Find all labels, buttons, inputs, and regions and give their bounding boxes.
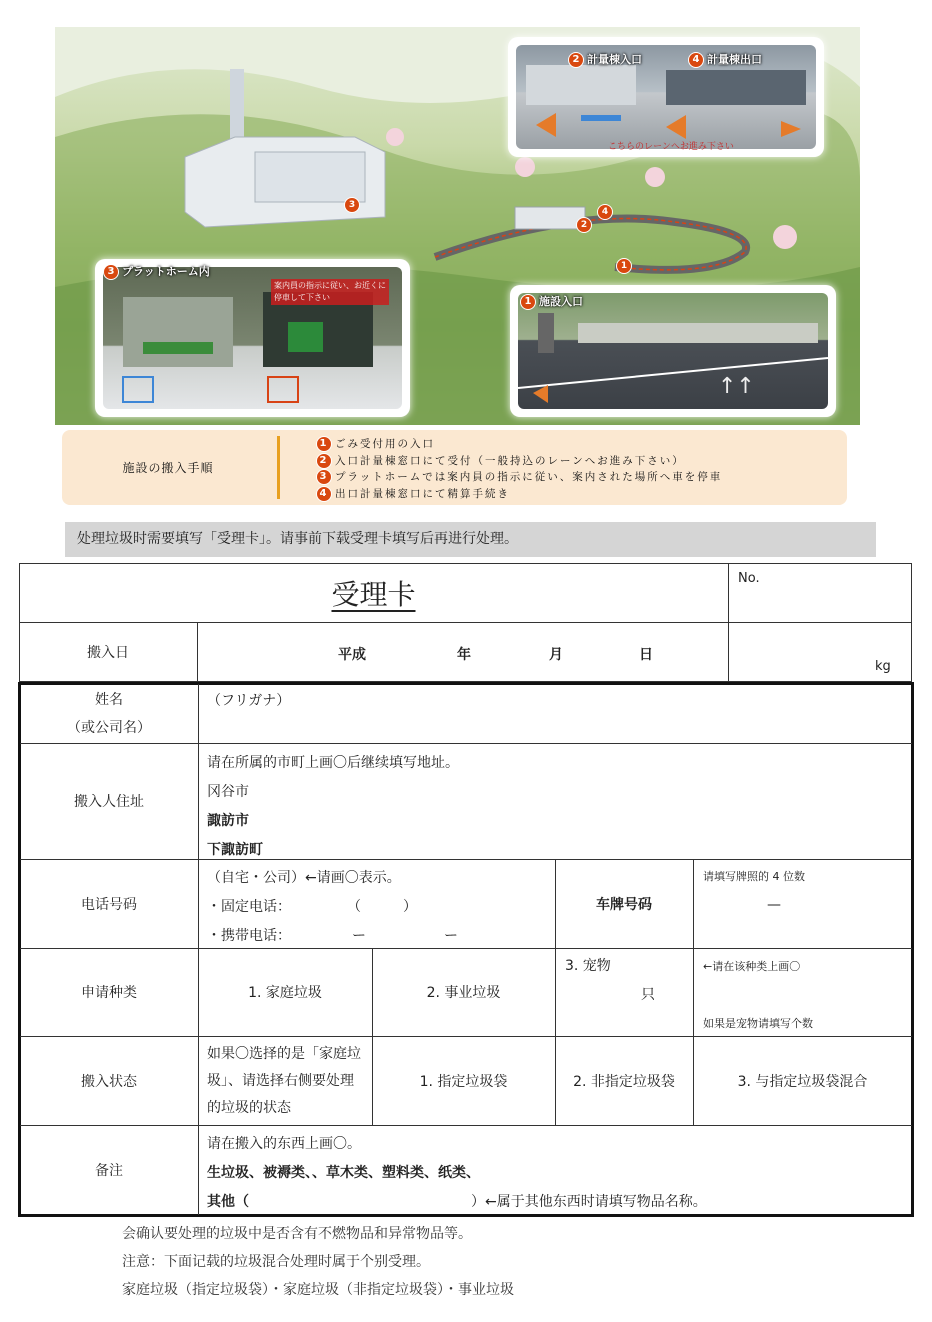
inset-3-label: 3 プラットホーム内: [103, 263, 210, 280]
date-label: 搬入日: [87, 645, 129, 661]
weight-unit[interactable]: kg: [875, 659, 891, 674]
inset-4-label: 4 計量棟出口: [688, 51, 762, 68]
plate-label: 车牌号码: [596, 896, 652, 913]
procedure-steps: [316, 436, 722, 502]
furigana-field[interactable]: （フリガナ）: [207, 693, 291, 709]
gate-inset: [508, 37, 824, 157]
landline-parens[interactable]: （ ）: [347, 899, 417, 915]
inset-3-note: 案内員の指示に従い、お近くに 停車して下さい: [271, 279, 389, 305]
address-option-suwa[interactable]: 諏訪市: [207, 813, 249, 829]
status-instruction: 如果〇选择的是「家庭垃 圾」、请选择右侧要处理 的垃圾的状态: [207, 1046, 361, 1116]
footnote-categories: 家庭垃圾（指定垃圾袋）・家庭垃圾（非指定垃圾袋）・事业垃圾: [122, 1282, 514, 1298]
remarks-other[interactable]: 其他（: [207, 1194, 249, 1210]
status-option-designated[interactable]: 1. 指定垃圾袋: [419, 1073, 508, 1090]
plate-hint: 请填写牌照的 4 位数: [703, 870, 805, 883]
procedure-divider: [277, 436, 280, 499]
type-hint-1: ←请在该种类上画〇: [703, 960, 801, 973]
svg-text:↑↑: ↑↑: [718, 374, 755, 399]
inset-1-label: 1 施設入口: [520, 293, 583, 310]
route-marker-3: 3: [344, 197, 360, 213]
type-hint-2: 如果是宠物请填写个数: [703, 1017, 813, 1030]
remarks-items[interactable]: 生垃圾、被褥类、、草木类、塑料类、纸类、: [207, 1165, 480, 1181]
type-option-pet[interactable]: 3. 宠物: [565, 958, 611, 974]
procedure-box: [62, 430, 847, 505]
notice-bar: 处理垃圾时需要填写「受理卡」。请事前下载受理卡填写后再进行处理。: [65, 522, 876, 557]
name-label: 姓名 （或公司名）: [67, 691, 151, 736]
route-marker-4: 4: [597, 204, 613, 220]
date-year[interactable]: 年: [457, 647, 471, 663]
address-option-okaya[interactable]: 冈谷市: [207, 784, 249, 800]
form-title: 受理卡: [331, 577, 416, 611]
platform-inset: [95, 259, 410, 417]
date-era: 平成: [338, 647, 366, 663]
footnotes: [122, 1220, 514, 1304]
route-marker-1: 1: [616, 258, 632, 274]
mobile-label: ・携带电话：: [207, 928, 291, 944]
inset-2-label: 2 計量棟入口: [568, 51, 642, 68]
route-marker-2: 2: [576, 217, 592, 233]
date-month[interactable]: 月: [549, 647, 563, 663]
footnote-check: 会确认要处理的垃圾中是否含有不燃物品和异常物品等。: [122, 1226, 472, 1242]
type-option-household[interactable]: 1. 家庭垃圾: [248, 985, 322, 1001]
mobile-dash-2: ー: [444, 928, 458, 944]
procedure-step: 2 入口計量棟窓口にて受付（一般持込のレーンへお進み下さい）: [316, 453, 722, 470]
date-day[interactable]: 日: [639, 647, 653, 663]
phone-field[interactable]: [207, 864, 552, 951]
procedure-heading: 施設の搬入手順: [122, 461, 214, 475]
phone-label: 电话号码: [81, 896, 137, 913]
address-field[interactable]: [207, 749, 459, 865]
remarks-label: 备注: [95, 1163, 123, 1179]
landline-label: ・固定电话：: [207, 899, 291, 915]
status-option-nondesignated[interactable]: 2. 非指定垃圾袋: [573, 1073, 675, 1090]
facility-illustration: [55, 27, 860, 425]
procedure-step: 4 出口計量棟窓口にて精算手続き: [316, 486, 722, 503]
procedure-step: 1 ごみ受付用の入口: [316, 436, 722, 453]
address-option-shimosuwa[interactable]: 下諏訪町: [207, 842, 263, 858]
procedure-step: 3 プラットホームでは案内員の指示に従い、案内された場所へ車を停車: [316, 469, 722, 486]
type-option-business[interactable]: 2. 事业垃圾: [426, 985, 501, 1001]
phone-type[interactable]: （自宅・公司）←请画〇表示。: [207, 870, 401, 886]
no-label[interactable]: No.: [738, 571, 760, 586]
pet-count-unit[interactable]: 只: [641, 987, 655, 1003]
entrance-inset: [510, 285, 836, 417]
status-option-mixed[interactable]: 3. 与指定垃圾袋混合: [737, 1073, 868, 1090]
lane-caption: こちらのレーンへお進み下さい: [608, 142, 734, 152]
address-instruction: 请在所属的市町上画〇后继续填写地址。: [207, 755, 459, 771]
mobile-dash-1: ー: [352, 928, 366, 944]
status-label: 搬入状态: [81, 1073, 137, 1090]
address-label: 搬入人住址: [74, 794, 144, 810]
plate-dash[interactable]: —: [767, 897, 781, 913]
remarks-instruction: 请在搬入的东西上画〇。: [207, 1136, 361, 1152]
type-label: 申请种类: [81, 985, 137, 1001]
footnote-warning: 注意：下面记载的垃圾混合处理时属于个别受理。: [122, 1254, 430, 1270]
remarks-other-tail: ）←属于其他东西时请填写物品名称。: [471, 1194, 707, 1210]
remarks-field[interactable]: [207, 1130, 907, 1217]
